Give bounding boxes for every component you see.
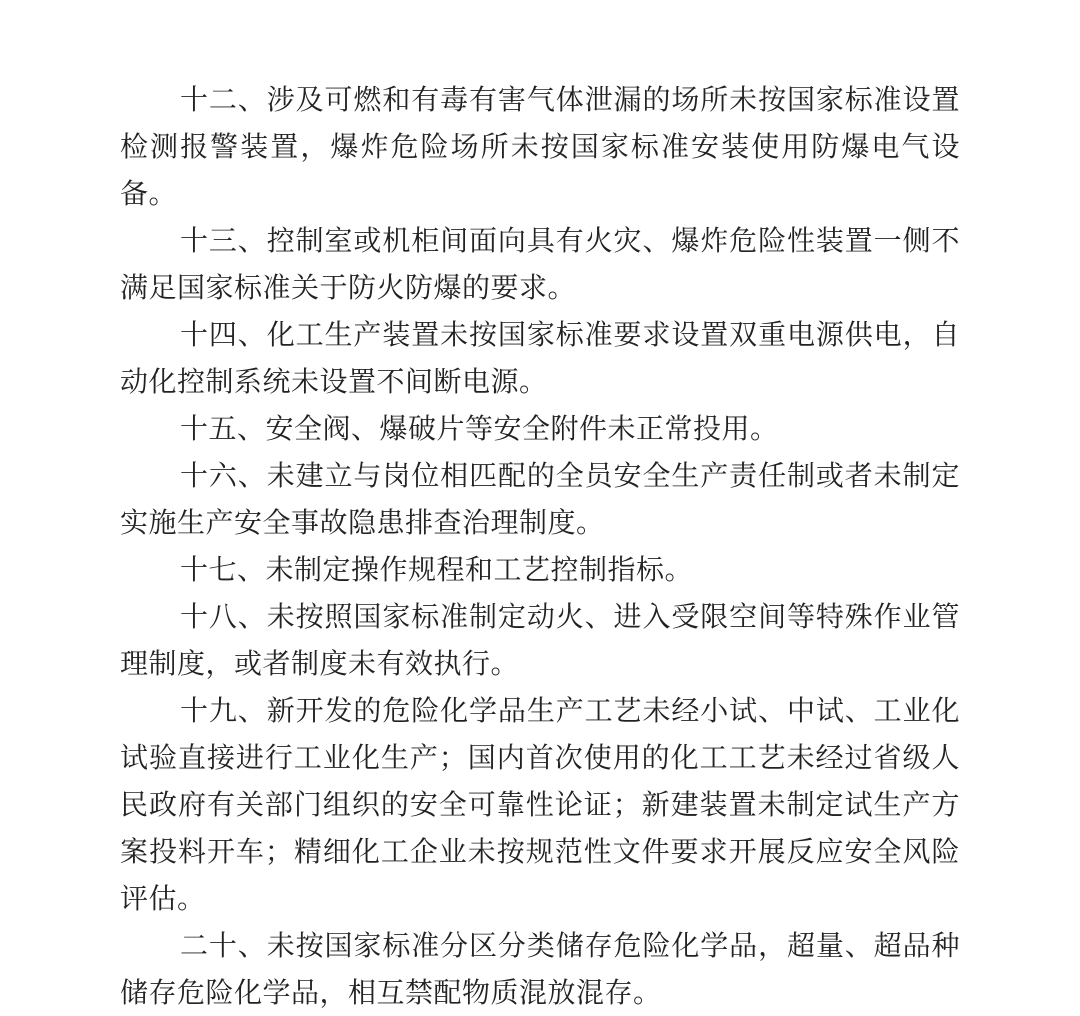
- paragraph-item-18: 十八、未按照国家标准制定动火、进入受限空间等特殊作业管理制度，或者制度未有效执行。: [120, 600, 960, 680]
- paragraph-item-17: 十七、未制定操作规程和工艺控制指标。: [180, 553, 694, 586]
- paragraph-item-12: 十二、涉及可燃和有毒有害气体泄漏的场所未按国家标准设置检测报警装置，爆炸危险场所未按国家标准安装使用防爆电气设备。: [120, 83, 960, 210]
- paragraph-item-19: 十九、新开发的危险化学品生产工艺未经小试、中试、工业化试验直接进行工业化生产；国内首次使用的化工工艺未经过省级人民政府有关部门组织的安全可靠性论证；新建装置未制定试生产方案投料开车；精细化工企业未按规范性文件要求开展反应安全风险评估。: [120, 694, 960, 915]
- paragraph-item-14: 十四、化工生产装置未按国家标准要求设置双重电源供电，自动化控制系统未设置不间断电源。: [120, 318, 960, 398]
- paragraph-item-20: 二十、未按国家标准分区分类储存危险化学品，超量、超品种储存危险化学品，相互禁配物质混放混存。: [120, 929, 960, 1009]
- paragraph-item-13: 十三、控制室或机柜间面向具有火灾、爆炸危险性装置一侧不满足国家标准关于防火防爆的要求。: [120, 224, 960, 304]
- document-body: [120, 76, 960, 1016]
- paragraph-item-15: 十五、安全阀、爆破片等安全附件未正常投用。: [180, 412, 779, 445]
- paragraph-item-16: 十六、未建立与岗位相匹配的全员安全生产责任制或者未制定实施生产安全事故隐患排查治理制度。: [120, 459, 960, 539]
